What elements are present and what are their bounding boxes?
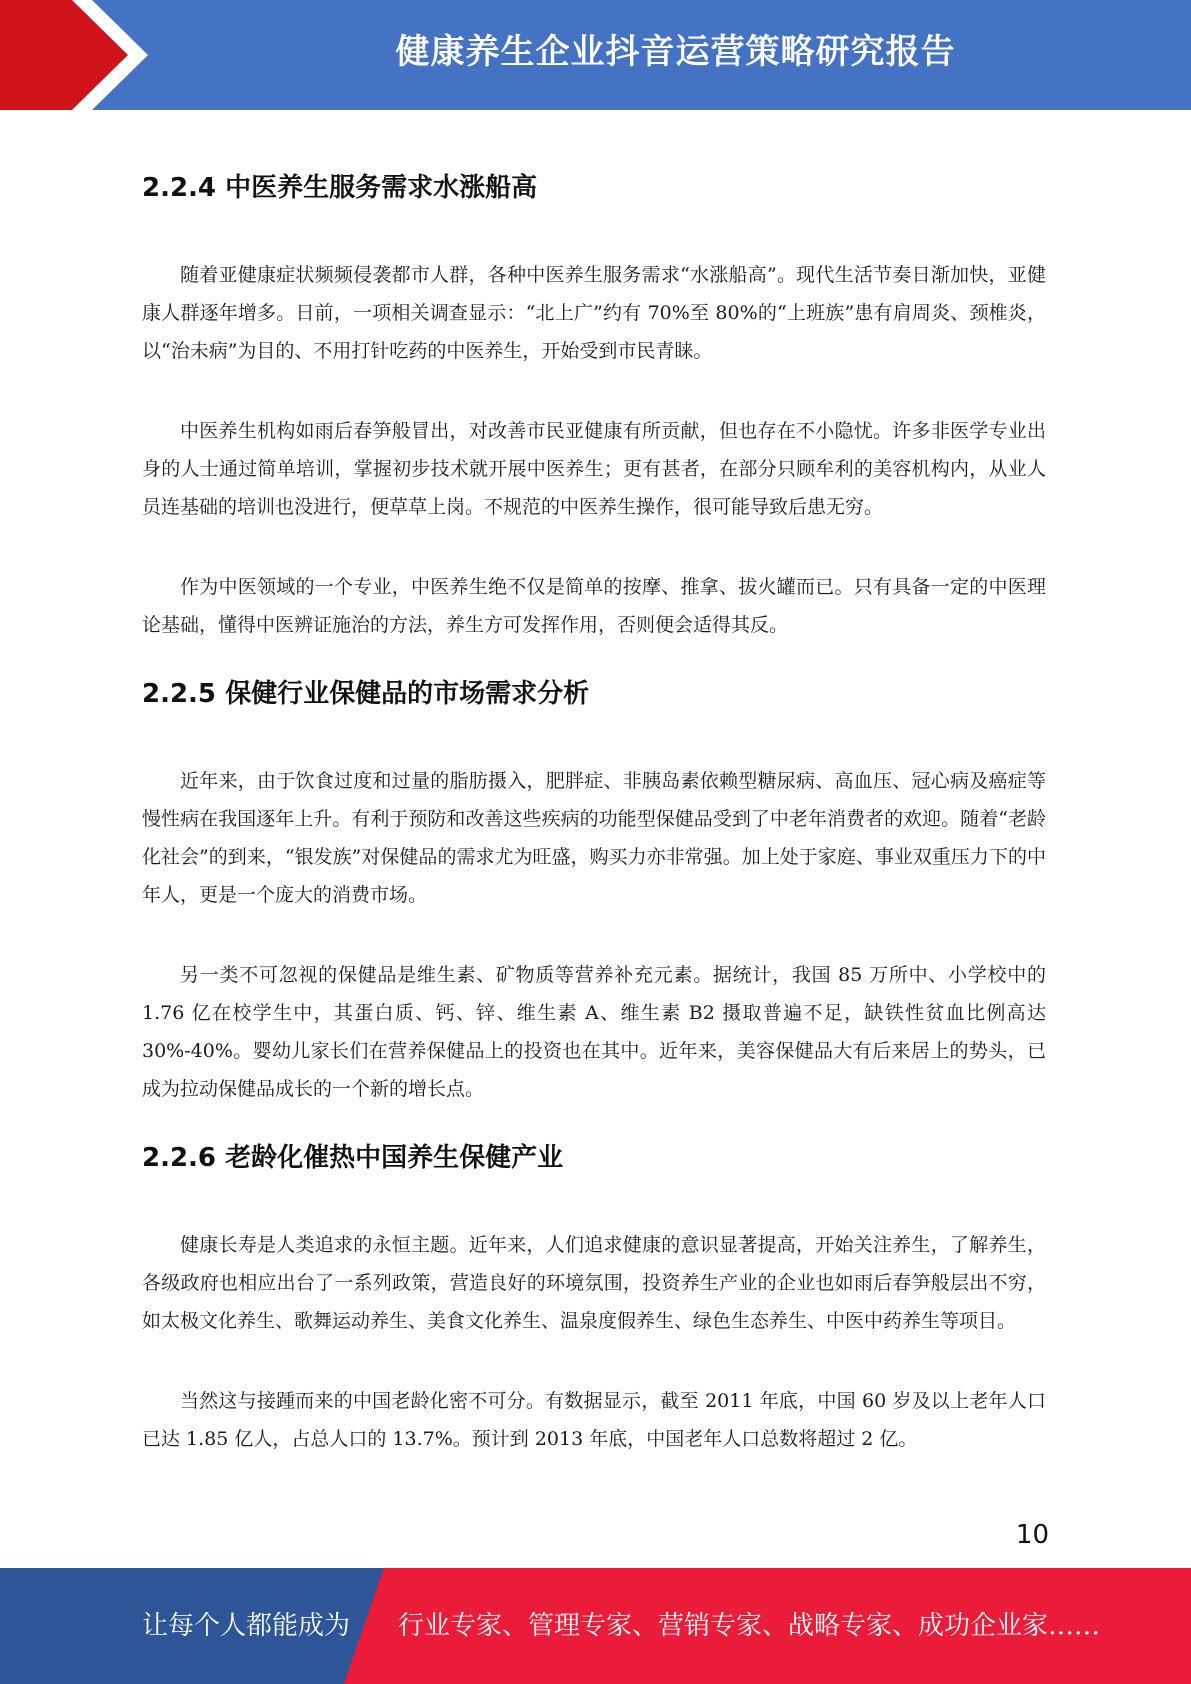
paragraph: 随着亚健康症状频频侵袭都市人群，各种中医养生服务需求“水涨船高”。现代生活节奏日渐加快，亚健康人群逐年增多。日前，一项相关调查显示：“北上广”约有 70%至 80%的“上班族”患有肩周炎、颈椎炎，以“治未病”为目的、不用打针吃药的中医养生，开始受到市民青睐。	[142, 264, 1046, 362]
section-heading-2-2-4: 2.2.4 中医养生服务需求水涨船高	[142, 173, 538, 203]
main-content	[142, 168, 1046, 1458]
page-number: 10	[1015, 1520, 1049, 1550]
section-heading-2-2-5: 2.2.5 保健行业保健品的市场需求分析	[142, 679, 590, 709]
page-footer	[0, 1568, 1191, 1684]
paragraph: 另一类不可忽视的保健品是维生素、矿物质等营养补充元素。据统计，我国 85 万所中、小学校中的 1.76 亿在校学生中，其蛋白质、钙、锌、维生素 A、维生素 B2 摄取普遍不足，缺铁性贫血比例高达 30%-40%。婴幼儿家长们在营养保健品上的投资也在其中。近年来，美容保健品大有后来居上的势头，已成为拉动保健品成长的一个新的增长点。	[142, 964, 1046, 1100]
paragraph: 健康长寿是人类追求的永恒主题。近年来，人们追求健康的意识显著提高，开始关注养生，了解养生，各级政府也相应出台了一系列政策，营造良好的环境氛围，投资养生产业的企业也如雨后春笋般层出不穷，如太极文化养生、歌舞运动养生、美食文化养生、温泉度假养生、绿色生态养生、中医中药养生等项目。	[142, 1234, 1046, 1332]
paragraph: 作为中医领域的一个专业，中医养生绝不仅是简单的按摩、推拿、拔火罐而已。只有具备一定的中医理论基础，懂得中医辨证施治的方法，养生方可发挥作用，否则便会适得其反。	[142, 576, 1046, 636]
paragraph: 近年来，由于饮食过度和过量的脂肪摄入，肥胖症、非胰岛素依赖型糖尿病、高血压、冠心病及癌症等慢性病在我国逐年上升。有利于预防和改善这些疾病的功能型保健品受到了中老年消费者的欢迎。随着“老龄化社会”的到来，“银发族”对保健品的需求尤为旺盛，购买力亦非常强。加上处于家庭、事业双重压力下的中年人，更是一个庞大的消费市场。	[142, 770, 1046, 906]
footer-slogan-left: 让每个人都能成为	[142, 1611, 351, 1641]
report-title: 健康养生企业抖音运营策略研究报告	[395, 32, 956, 72]
section-heading-2-2-6: 2.2.6 老龄化催热中国养生保健产业	[142, 1143, 564, 1173]
paragraph: 中医养生机构如雨后春笋般冒出，对改善市民亚健康有所贡献，但也存在不小隐忧。许多非医学专业出身的人士通过简单培训，掌握初步技术就开展中医养生；更有甚者，在部分只顾牟利的美容机构内，从业人员连基础的培训也没进行，便草草上岗。不规范的中医养生操作，很可能导致后患无穷。	[142, 420, 1046, 518]
page-header	[0, 0, 1191, 110]
paragraph: 当然这与接踵而来的中国老龄化密不可分。有数据显示，截至 2011 年底，中国 60 岁及以上老年人口已达 1.85 亿人，占总人口的 13.7%。预计到 2013 年底，中国老年人口总数将超过 2 亿。	[142, 1390, 1046, 1450]
footer-slogan-right: 行业专家、管理专家、营销专家、战略专家、成功企业家……	[398, 1611, 1101, 1641]
